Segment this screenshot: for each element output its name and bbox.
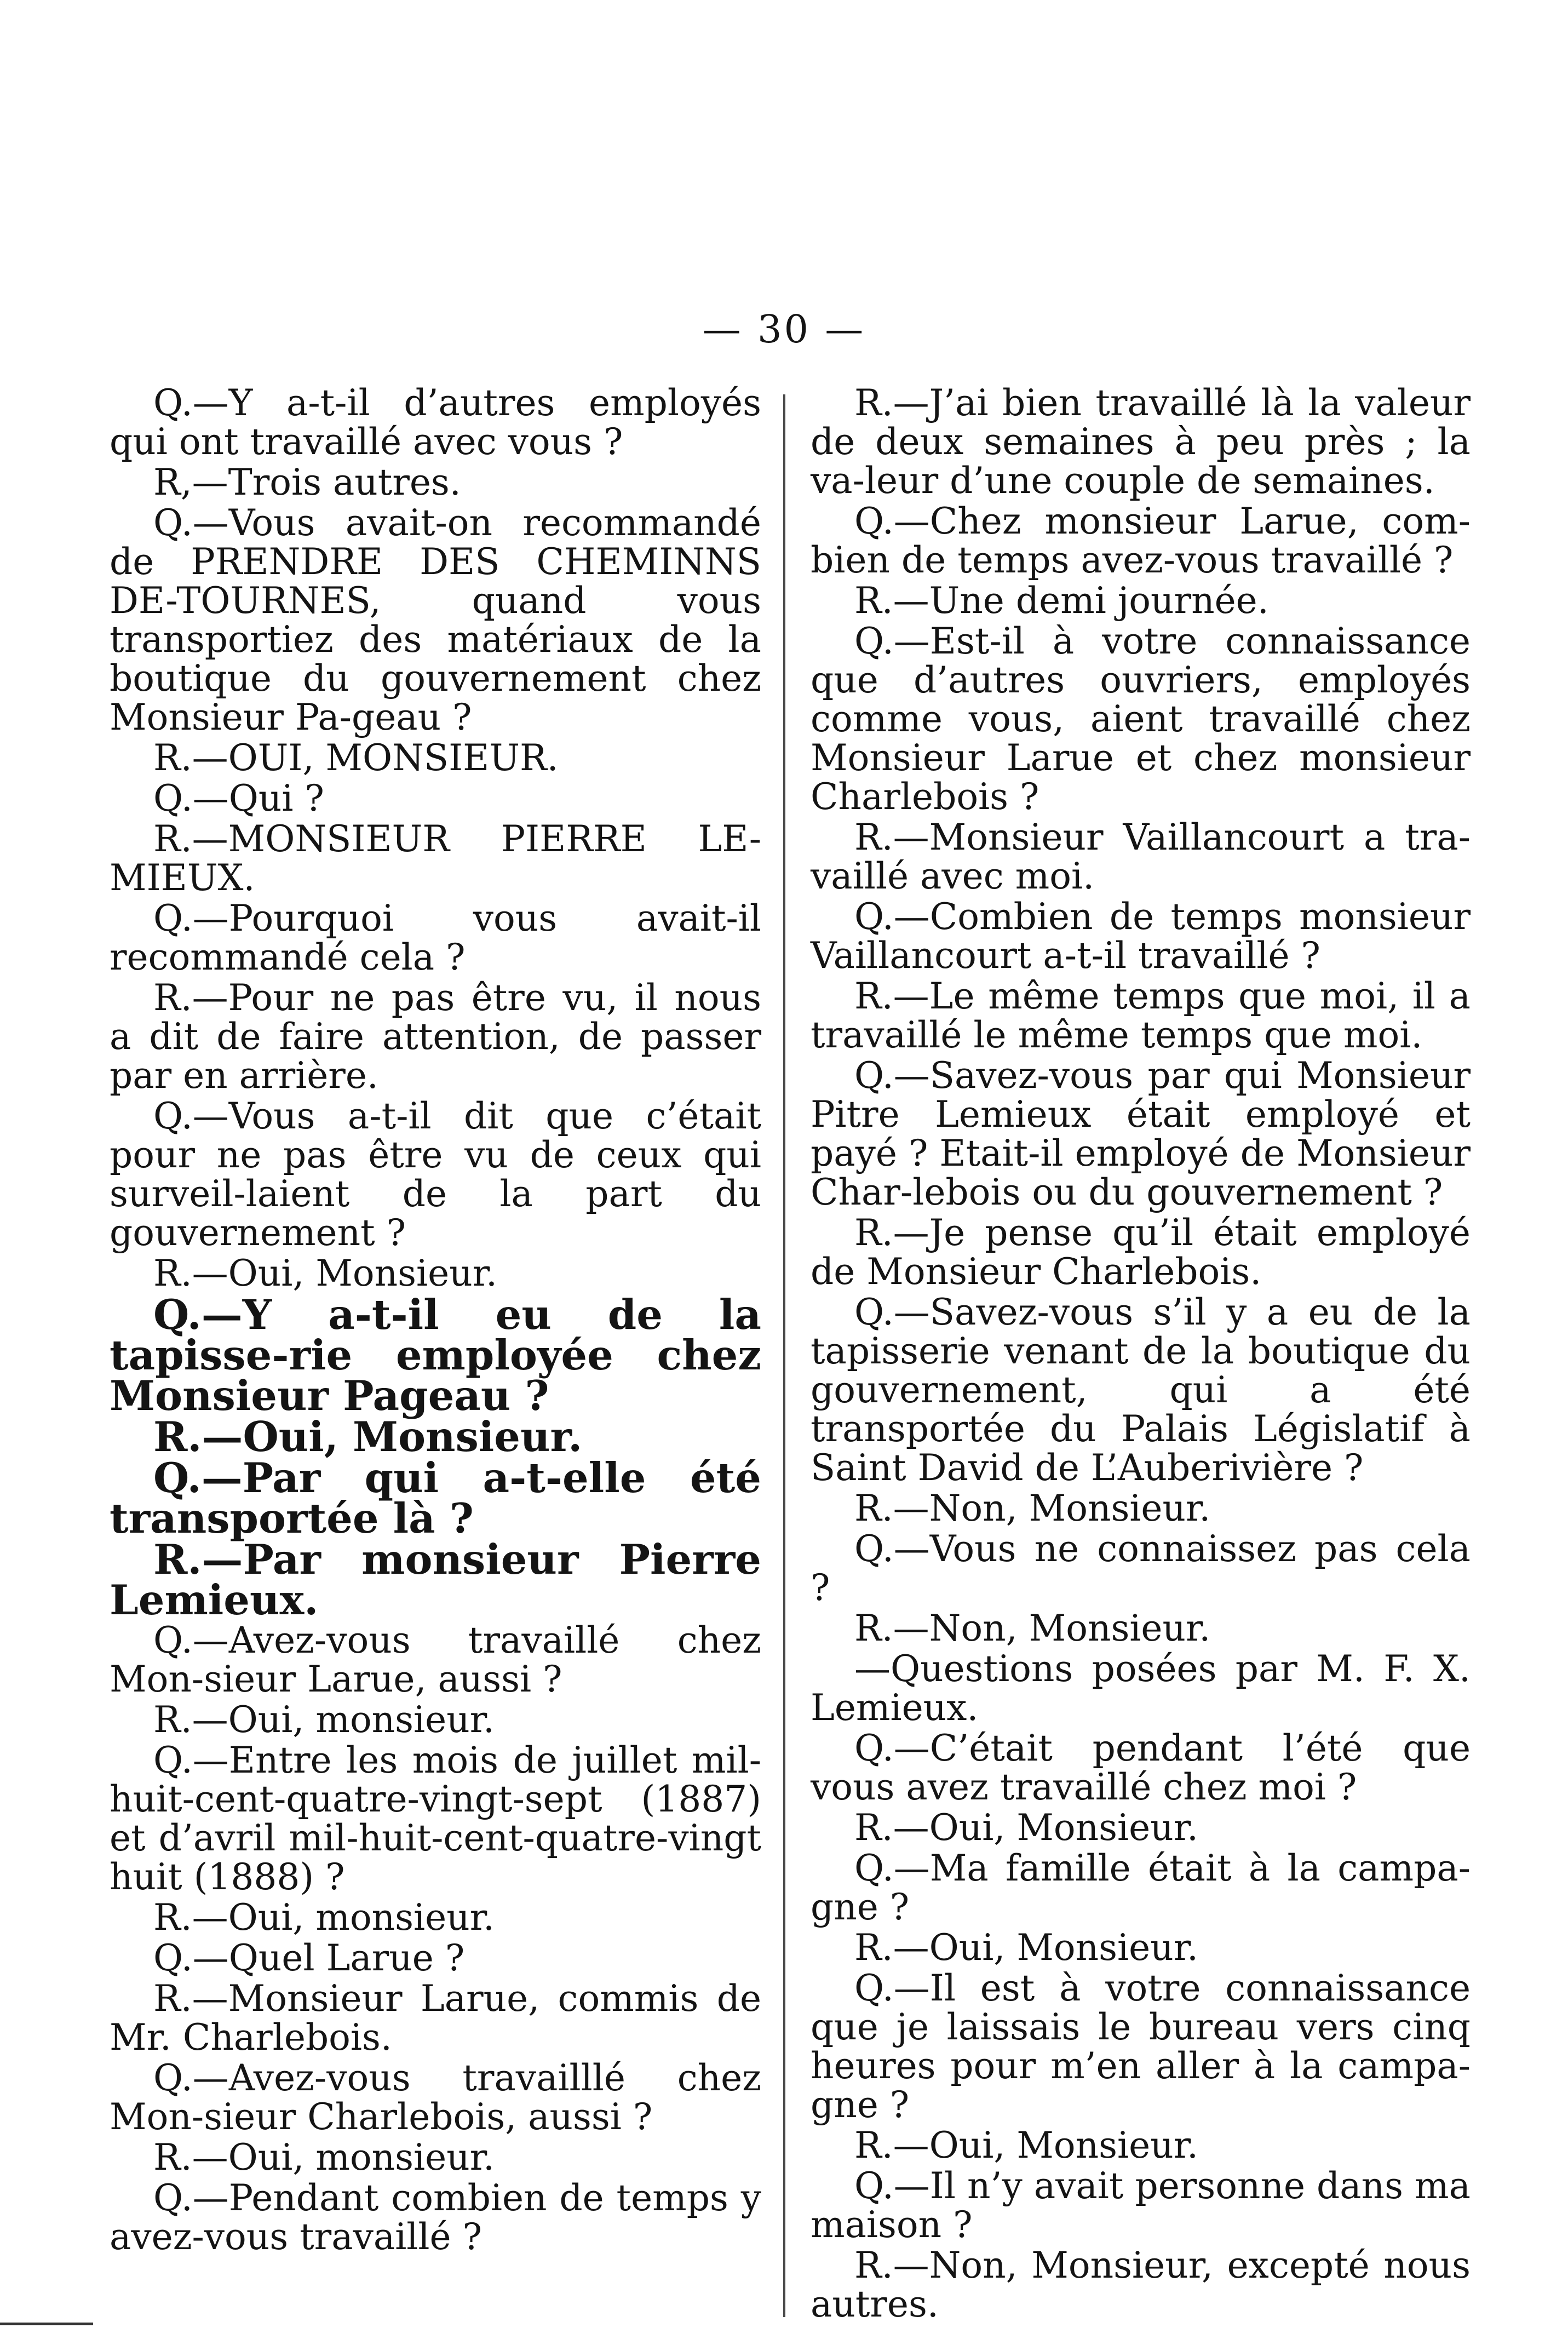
paragraph: R.—MONSIEUR PIERRE LE-MIEUX. xyxy=(110,818,761,899)
paragraph: Q.—Avez-vous travailllé chez Mon-sieur Charlebois, aussi ? xyxy=(110,2057,761,2138)
paragraph: Q.—Combien de temps monsieur Vaillancourt a-t-il travaillé ? xyxy=(811,896,1471,977)
paragraph: R.—Pour ne pas être vu, il nous a dit de faire attention, de passer par en arrière. xyxy=(110,977,761,1097)
paragraph: R.—Oui, Monsieur. xyxy=(854,1807,1198,1849)
paragraph: Q.—Vous avait-on recommandé de PRENDRE DES CHEMINNS DE-TOURNES, quand vous transportiez des matériaux de la boutique du gouvernement chez Monsieur Pa-geau ? xyxy=(110,502,761,738)
paragraph: Q.—Qui ? xyxy=(153,777,324,819)
paragraph: Q.—Quel Larue ? xyxy=(153,1937,465,1979)
paragraph: Q.—Pourquoi vous avait-il recommandé cela ? xyxy=(110,897,761,978)
paragraph: R.—Non, Monsieur. xyxy=(854,1487,1211,1529)
paragraph: R.—Je pense qu’il était employé de Monsieur Charlebois. xyxy=(811,1212,1471,1293)
paragraph: R.—Oui, Monsieur. xyxy=(854,1927,1198,1969)
paragraph: R.—Monsieur Vaillancourt a tra-vaillé avec moi. xyxy=(811,816,1471,897)
column-divider xyxy=(783,394,785,2317)
paragraph: Q.—Savez-vous s’il y a eu de la tapisserie venant de la boutique du gouvernement, qui a été transportée du Palais Législatif à Saint David de L’Auberivière ? xyxy=(811,1291,1471,1489)
paragraph: R,—Trois autres. xyxy=(153,461,461,503)
paragraph: R.—Non, Monsieur. xyxy=(854,1607,1211,1649)
footer-rule xyxy=(0,2323,93,2325)
paragraph: R.—J’ai bien travaillé là la valeur de deux semaines à peu près ; la va-leur d’une couple de semaines. xyxy=(811,382,1471,502)
paragraph: Q.—Y a-t-il d’autres employés qui ont travaillé avec vous ? xyxy=(110,382,761,463)
paragraph: Q.—Chez monsieur Larue, com-bien de temps avez-vous travaillé ? xyxy=(811,500,1471,581)
paragraph: Q.—Avez-vous travaillé chez Mon-sieur Larue, aussi ? xyxy=(110,1619,761,1700)
paragraph: Q.—Il est à votre connaissance que je laissais le bureau vers cinq heures pour m’en aller à la campa-gne ? xyxy=(811,1967,1471,2126)
bold-paragraph: Q.—Par qui a-t-elle été transportée là ? xyxy=(110,1454,761,1543)
bold-paragraph: R.—Par monsieur Pierre Lemieux. xyxy=(110,1535,761,1624)
paragraph: Q.—Vous ne connaissez pas cela ? xyxy=(811,1528,1471,1609)
paragraph: R.—Non, Monsieur, excepté nous autres. xyxy=(811,2244,1471,2325)
paragraph: Q.—Entre les mois de juillet mil-huit-cent-quatre-vingt-sept (1887) et d’avril mil-huit-cent-quatre-vingt huit (1888) ? xyxy=(110,1739,761,1898)
paragraph: Q.—Savez-vous par qui Monsieur Pitre Lemieux était employé et payé ? Etait-il employé de Monsieur Char-lebois ou du gouvernement ? xyxy=(811,1054,1471,1213)
paragraph: R.—Oui, Monsieur. xyxy=(153,1252,497,1294)
paragraph: R.—Monsieur Larue, commis de Mr. Charlebois. xyxy=(110,1977,761,2059)
paragraph: R.—Oui, monsieur. xyxy=(153,1896,495,1939)
paragraph: R.—Oui, Monsieur. xyxy=(854,2124,1198,2166)
paragraph: R.—Oui, monsieur. xyxy=(153,2136,495,2178)
paragraph: R.—Une demi journée. xyxy=(854,580,1269,622)
left-column xyxy=(110,383,761,2258)
paragraph: Q.—C’était pendant l’été que vous avez travaillé chez moi ? xyxy=(811,1727,1471,1808)
paragraph: R.—Le même temps que moi, il a travaillé le même temps que moi. xyxy=(811,975,1471,1056)
bold-paragraph: Q.—Y a-t-il eu de la tapisse-rie employée chez Monsieur Pageau ? xyxy=(110,1291,761,1420)
paragraph: Q.—Ma famille était à la campa-gne ? xyxy=(811,1847,1471,1928)
right-column xyxy=(811,383,1471,2325)
paragraph: Q.—Pendant combien de temps y avez-vous travaillé ? xyxy=(110,2177,761,2258)
paragraph: —Questions posées par M. F. X. Lemieux. xyxy=(811,1648,1471,1729)
paragraph: Q.—Il n’y avait personne dans ma maison ? xyxy=(811,2165,1471,2246)
page-number: — 30 — xyxy=(702,307,866,352)
bold-paragraph: R.—Oui, Monsieur. xyxy=(153,1413,583,1461)
paragraph: R.—OUI, MONSIEUR. xyxy=(153,737,559,779)
paragraph: Q.—Est-il à votre connaissance que d’autres ouvriers, employés comme vous, aient travaillé chez Monsieur Larue et chez monsieur Charlebois ? xyxy=(811,620,1471,818)
paragraph: R.—Oui, monsieur. xyxy=(153,1699,495,1741)
paragraph: Q.—Vous a-t-il dit que c’était pour ne pas être vu de ceux qui surveil-laient de la part du gouvernement ? xyxy=(110,1095,761,1254)
